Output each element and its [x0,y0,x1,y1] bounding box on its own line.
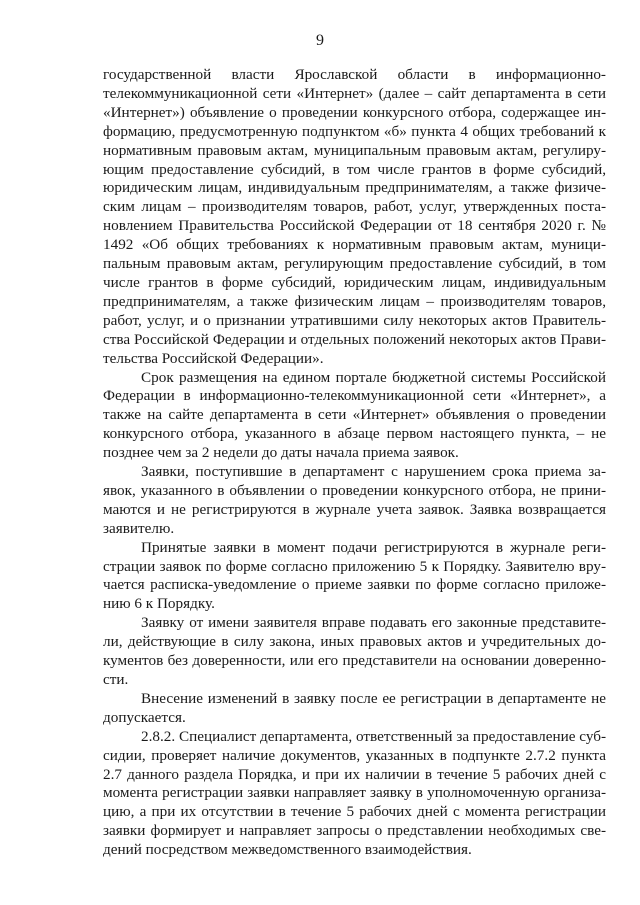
paragraph-6: Внесение изменений в заявку после ее регистрации в департаменте не допускается. [103,689,606,726]
page-number: 9 [316,32,324,49]
paragraph-5: Заявку от имени заявителя вправе подавать его законные представители, действующие в силу закона, иных правовых актов и учредительных документов без доверенности, или его представители на основании доверенности. [103,614,606,688]
document-body [103,66,606,860]
paragraph-3: Заявки, поступившие в департамент с нарушением срока приема заявок, указанного в объявлении о проведении конкурсного отбора, не принимаются и не регистрируются в журнале учета заявок. Заявка возвращается заявителю. [103,463,606,537]
paragraph-7: 2.8.2. Специалист департамента, ответственный за предоставление субсидии, проверяет наличие документов, указанных в подпункте 2.7.2 пункта 2.7 данного раздела Порядка, и при их наличии в течение 5 рабочих дней с момента регистрации заявки направляет заявку в уполномоченную организацию, а при их отсутствии в течение 5 рабочих дней с момента регистрации заявки формирует и направляет запросы о представлении необходимых сведений посредством межведомственного взаимодействия. [103,727,606,859]
paragraph-2: Срок размещения на едином портале бюджетной системы Российской Федерации в информационно-телекоммуникационной сети «Интернет», а также на сайте департамента в сети «Интернет» объявления о проведении конкурсного отбора, указанного в абзаце первом настоящего пункта, – не позднее чем за 2 недели до даты начала приема заявок. [103,368,606,462]
paragraph-4: Принятые заявки в момент подачи регистрируются в журнале регистрации заявок по форме согласно приложению 5 к Порядку. Заявителю вручается расписка-уведомление о приеме заявки по форме согласно приложению 6 к Порядку. [103,538,606,613]
paragraph-1: государственной власти Ярославской области в информационно-телекоммуникационной сети «Интернет» (далее – сайт департамента в сети «Интернет») объявление о проведении конкурсного отбора, содержащее информацию, предусмотренную подпунктом «б» пункта 4 общих требований к нормативным правовым актам, муниципальным правовым актам, регулирующим предоставление субсидий, в том числе грантов в форме субсидий, юридическим лицам, индивидуальным предпринимателям, а также физическим лицам – производителям товаров, работ, услуг, утвержденных постановлением Правительства Российской Федерации от 18 сентября 2020 г. № 1492 «Об общих требованиях к нормативным правовым актам, муниципальным правовым актам, регулирующим предоставление субсидий, в том числе грантов в форме субсидий, юридическим лицам, индивидуальным предпринимателям, а также физическим лицам – производителям товаров, работ, услуг, и о признании утратившими силу некоторых актов Правительства Российской Федерации и отдельных положений некоторых актов Правительства Российской Федерации». [103,66,606,367]
